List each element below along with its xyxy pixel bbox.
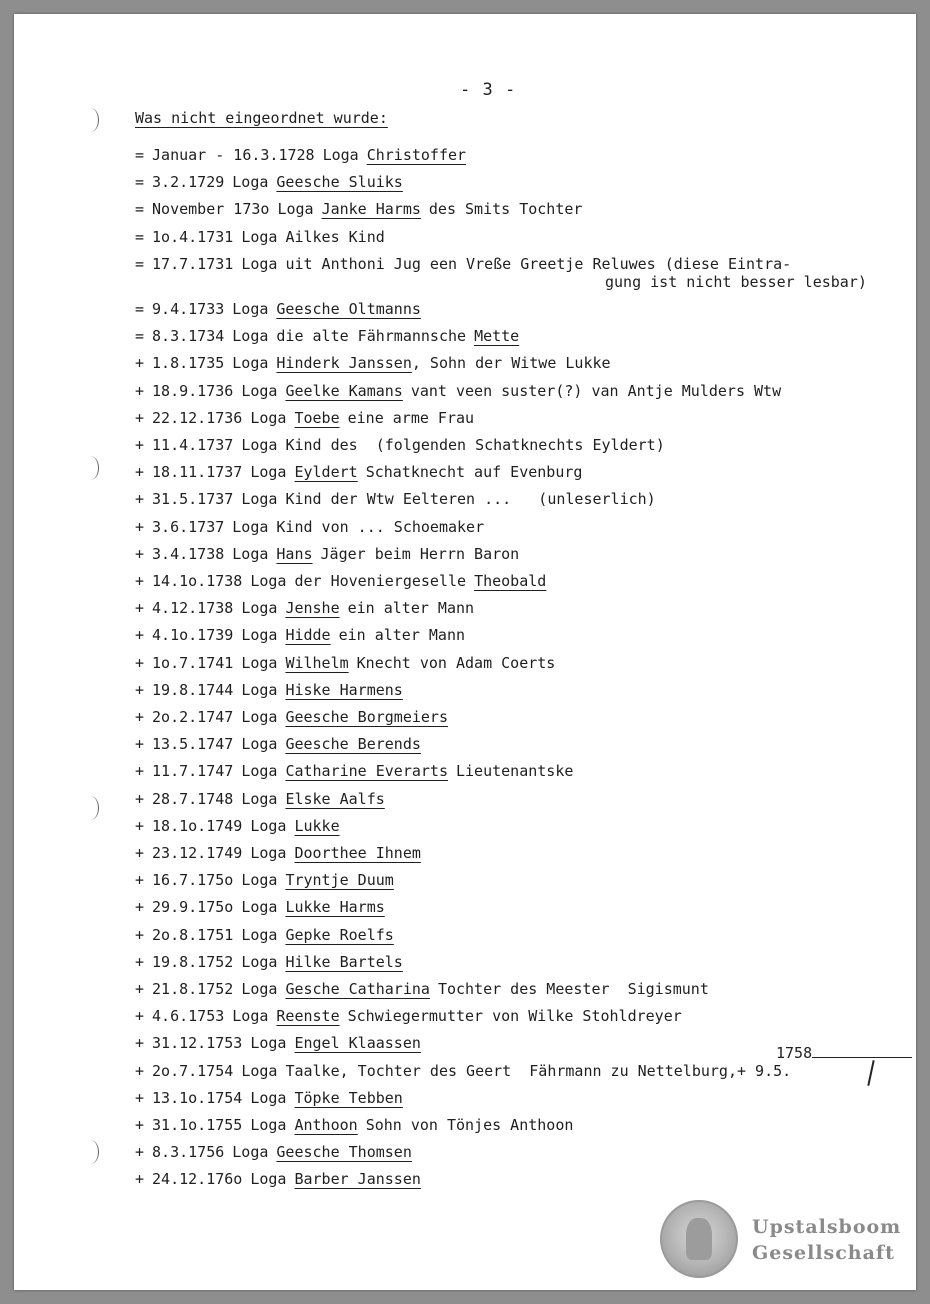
- entry-symbol: =: [135, 227, 145, 246]
- entry-place: Loga: [241, 490, 278, 509]
- entry-symbol: +: [135, 544, 145, 563]
- section-heading: Was nicht eingeordnet wurde:: [135, 109, 388, 127]
- entry-place: Loga: [250, 844, 287, 862]
- burial-entry: [135, 1007, 682, 1025]
- entry-symbol: =: [135, 173, 145, 192]
- entry-symbol: +: [135, 980, 145, 998]
- entry-name: Hans: [276, 544, 313, 563]
- entry-place: Loga: [241, 680, 278, 699]
- entry-place: Loga: [232, 173, 269, 192]
- entry-place: Loga: [241, 762, 278, 781]
- entry-name: Catharine Everarts: [285, 762, 448, 781]
- entry-name: Reenste: [276, 1007, 340, 1026]
- entry-date: 19.8.1744: [152, 680, 234, 699]
- entry-note: Kind des (folgenden Schatknechts Eyldert): [285, 436, 665, 454]
- burial-entry: [135, 300, 421, 318]
- entry-date: 3.4.1738: [152, 544, 225, 563]
- entry-name: Janke Harms: [321, 200, 421, 219]
- organization-name-line2: Gesellschaft: [752, 1242, 895, 1264]
- entry-name: Engel Klaassen: [294, 1034, 421, 1053]
- punch-hole-mark: [82, 456, 99, 480]
- entry-note: eine arme Frau: [347, 408, 475, 427]
- entry-place: Loga: [241, 626, 278, 645]
- burial-entry: [135, 463, 582, 481]
- entry-place: Loga: [250, 463, 287, 482]
- entry-name: Anthoon: [294, 1116, 358, 1134]
- burial-entry: [135, 409, 474, 427]
- burial-entry: [135, 382, 781, 400]
- entry-symbol: =: [135, 200, 145, 219]
- entry-symbol: +: [135, 572, 145, 590]
- burial-entry: [135, 817, 340, 835]
- entry-symbol: +: [135, 599, 145, 618]
- burial-entry: [135, 844, 421, 862]
- entry-name: Lukke: [294, 816, 340, 835]
- entry-note: Kind der Wtw Eelteren ... (unleserlich): [285, 490, 656, 509]
- entry-note: der Hoveniergeselle: [294, 572, 467, 590]
- entry-note: Schwiegermutter von Wilke Stohldreyer: [347, 1007, 682, 1026]
- entry-symbol: +: [135, 436, 145, 454]
- entry-name: Tryntje Duum: [285, 871, 394, 890]
- burial-entry: [135, 327, 519, 345]
- entry-date: Januar - 16.3.1728: [152, 146, 315, 164]
- entry-name: Eyldert: [294, 463, 358, 482]
- entry-place: Loga: [241, 925, 278, 944]
- entry-place: Loga: [241, 227, 278, 246]
- entry-symbol: +: [135, 463, 145, 482]
- entry-name: Geesche Sluiks: [276, 173, 403, 192]
- entry-symbol: +: [135, 1034, 145, 1053]
- burial-entry: [135, 599, 474, 617]
- entry-name: Gepke Roelfs: [285, 925, 394, 944]
- entry-date: 24.12.176o: [152, 1170, 243, 1189]
- entry-name: Toebe: [294, 408, 340, 427]
- entry-name: Hiske Harmens: [285, 680, 403, 699]
- burial-entry: [135, 1034, 421, 1052]
- burial-entry: [135, 626, 465, 644]
- entry-symbol: +: [135, 898, 145, 917]
- burial-entry: [135, 898, 385, 916]
- punch-hole-mark: [82, 108, 99, 132]
- entry-symbol: +: [135, 354, 145, 373]
- entry-note: Sohn von Tönjes Anthoon: [365, 1116, 574, 1134]
- burial-entry: [135, 146, 466, 164]
- entry-place: Loga: [241, 898, 278, 917]
- entry-place: Loga: [241, 381, 278, 400]
- burial-entry: [135, 490, 656, 508]
- entry-date: 16.7.175o: [152, 871, 234, 890]
- entry-note: ein alter Mann: [338, 626, 466, 645]
- entry-note: Kind von ... Schoemaker: [276, 517, 485, 536]
- entry-date: 28.7.1748: [152, 789, 234, 808]
- entry-date: 4.12.1738: [152, 599, 234, 618]
- entry-place: Loga: [250, 572, 287, 590]
- entry-date: 17.7.1731: [152, 254, 234, 273]
- entry-name: Hilke Bartels: [285, 952, 403, 971]
- entry-date: November 173o: [152, 200, 270, 219]
- entry-note: Schatknecht auf Evenburg: [365, 463, 583, 482]
- entry-symbol: +: [135, 816, 145, 835]
- burial-entry: [135, 790, 385, 808]
- burial-entry: [135, 681, 403, 699]
- burial-entry: [135, 1170, 421, 1188]
- burial-entry: [135, 953, 403, 971]
- entry-symbol: +: [135, 844, 145, 862]
- entry-symbol: +: [135, 381, 145, 400]
- entry-note: die alte Fährmannsche: [276, 327, 467, 346]
- entry-place: Loga: [241, 871, 278, 890]
- entry-place: Loga: [232, 1143, 269, 1162]
- entry-place: Loga: [232, 354, 269, 373]
- burial-entry: [135, 173, 403, 191]
- entry-note: Ailkes Kind: [285, 227, 385, 246]
- entry-symbol: +: [135, 653, 145, 672]
- entry-name: Wilhelm: [285, 653, 349, 672]
- entry-date: 18.11.1737: [152, 463, 243, 482]
- entry-date: 2o.8.1751: [152, 925, 234, 944]
- entry-name: Töpke Tebben: [294, 1088, 403, 1107]
- entry-place: Loga: [250, 1116, 287, 1134]
- burial-entry: [135, 255, 867, 291]
- entry-symbol: =: [135, 327, 145, 346]
- entry-symbol: +: [135, 708, 145, 726]
- burial-entry: [135, 980, 709, 998]
- burial-entry: [135, 1143, 412, 1161]
- entry-note: des Smits Tochter: [428, 200, 583, 219]
- entry-place: Loga: [232, 517, 269, 536]
- entry-note: Knecht von Adam Coerts: [356, 653, 556, 672]
- entry-name: Geesche Thomsen: [276, 1143, 412, 1162]
- entry-note: vant veen suster(?) van Antje Mulders Wtw: [410, 381, 782, 400]
- punch-hole-mark: [82, 1140, 99, 1164]
- entry-date: 22.12.1736: [152, 408, 243, 427]
- entry-symbol: +: [135, 1061, 145, 1080]
- entry-date: 21.8.1752: [152, 980, 234, 998]
- entry-place: Loga: [241, 653, 278, 672]
- entry-date: 1o.4.1731: [152, 227, 234, 246]
- entry-name: Doorthee Ihnem: [294, 844, 421, 862]
- entry-date: 9.4.1733: [152, 300, 225, 318]
- entry-place: Loga: [250, 1088, 287, 1107]
- entry-name: Jenshe: [285, 599, 340, 618]
- entry-name: Lukke Harms: [285, 898, 385, 917]
- entry-name: Elske Aalfs: [285, 789, 385, 808]
- entry-place: Loga: [241, 254, 278, 273]
- burial-entry: [135, 708, 448, 726]
- entry-note: , Sohn der Witwe Lukke: [411, 354, 611, 373]
- entry-date: 1.8.1735: [152, 354, 225, 373]
- burial-entry: [135, 871, 394, 889]
- entry-date: 3.2.1729: [152, 173, 225, 192]
- entry-place: Loga: [250, 408, 287, 427]
- entry-place: Loga: [232, 300, 269, 318]
- entry-symbol: +: [135, 680, 145, 699]
- entry-symbol: =: [135, 146, 145, 164]
- entry-place: Loga: [241, 436, 278, 454]
- entry-name: Hinderk Janssen: [276, 354, 412, 373]
- entry-date: 18.1o.1749: [152, 816, 243, 835]
- entry-symbol: +: [135, 925, 145, 944]
- entry-place: Loga: [241, 708, 278, 726]
- entry-symbol: +: [135, 1143, 145, 1162]
- entry-date: 8.3.1734: [152, 327, 225, 346]
- entry-place: Loga: [241, 980, 278, 998]
- margin-note: [776, 1044, 912, 1062]
- burial-entry: [135, 518, 484, 536]
- entry-symbol: +: [135, 952, 145, 971]
- entry-name: Hidde: [285, 626, 331, 645]
- entry-note: ein alter Mann: [347, 599, 475, 618]
- entry-note: Taalke, Tochter des Geert Fährmann zu Nettelburg,+ 9.5.: [285, 1061, 792, 1080]
- entry-date: 2o.2.1747: [152, 708, 234, 726]
- entry-date: 4.1o.1739: [152, 626, 234, 645]
- entry-name: Mette: [474, 327, 520, 346]
- entry-date: 18.9.1736: [152, 381, 234, 400]
- burial-entry: [135, 436, 665, 454]
- burial-entry: [135, 1062, 791, 1080]
- burial-entry: [135, 354, 611, 372]
- entry-note: Lieutenantske: [456, 762, 574, 781]
- entry-date: 13.1o.1754: [152, 1088, 243, 1107]
- organization-name-line1: Upstalsboom: [752, 1216, 902, 1238]
- entry-date: 11.7.1747: [152, 762, 234, 781]
- entry-name: Barber Janssen: [294, 1170, 421, 1189]
- entry-place: Loga: [232, 1007, 269, 1026]
- entry-place: Loga: [241, 789, 278, 808]
- entry-symbol: +: [135, 626, 145, 645]
- entry-name: Gesche Catharina: [285, 980, 430, 998]
- burial-entry: [135, 1116, 573, 1134]
- entry-note: Tochter des Meester Sigismunt: [437, 980, 709, 998]
- entry-place: Loga: [322, 146, 359, 164]
- entry-date: 3.6.1737: [152, 517, 225, 536]
- entry-note: Jäger beim Herrn Baron: [320, 544, 520, 563]
- page-number: - 3 -: [460, 80, 517, 100]
- entry-place: Loga: [277, 200, 314, 219]
- entry-name: Theobald: [474, 572, 547, 590]
- entry-symbol: +: [135, 408, 145, 427]
- entry-symbol: +: [135, 789, 145, 808]
- entry-date: 13.5.1747: [152, 735, 234, 754]
- seal-figure-icon: [686, 1218, 712, 1260]
- entry-place: Loga: [241, 599, 278, 618]
- entry-symbol: +: [135, 735, 145, 754]
- entry-symbol: +: [135, 871, 145, 890]
- entry-date: 29.9.175o: [152, 898, 234, 917]
- burial-entry: [135, 762, 573, 780]
- entry-name: Christoffer: [366, 146, 467, 164]
- entry-date: 31.1o.1755: [152, 1116, 243, 1134]
- burial-entry: [135, 572, 546, 590]
- entry-place: Loga: [250, 1034, 287, 1053]
- entry-name: Geesche Oltmanns: [276, 300, 421, 318]
- entry-date: 23.12.1749: [152, 844, 243, 862]
- entry-date: 11.4.1737: [152, 436, 234, 454]
- entry-name: Geesche Berends: [285, 735, 421, 754]
- entry-note: uit Anthoni Jug een Vreße Greetje Reluwes (diese Eintra-: [285, 254, 792, 273]
- entry-name: Geelke Kamans: [285, 381, 403, 400]
- burial-entry: [135, 228, 385, 246]
- burial-entry: [135, 1089, 403, 1107]
- entry-date: 19.8.1752: [152, 952, 234, 971]
- entry-symbol: +: [135, 490, 145, 509]
- entry-place: Loga: [250, 816, 287, 835]
- entry-symbol: =: [135, 254, 145, 273]
- entry-place: Loga: [232, 327, 269, 346]
- entry-symbol: +: [135, 1007, 145, 1026]
- organization-name: [752, 1214, 901, 1266]
- entry-symbol: +: [135, 517, 145, 536]
- entry-date: 2o.7.1754: [152, 1061, 234, 1080]
- entry-place: Loga: [241, 735, 278, 754]
- burial-entry: [135, 654, 555, 672]
- entry-place: Loga: [250, 1170, 287, 1189]
- margin-note-text: 1758: [776, 1044, 813, 1062]
- burial-entry: [135, 735, 421, 753]
- entry-place: Loga: [241, 1061, 278, 1080]
- punch-hole-mark: [82, 796, 99, 820]
- entry-symbol: +: [135, 762, 145, 781]
- entry-symbol: +: [135, 1088, 145, 1107]
- burial-entry: [135, 926, 394, 944]
- entry-symbol: =: [135, 300, 145, 318]
- entry-note-continuation: gung ist nicht besser lesbar): [605, 272, 867, 291]
- society-seal: [660, 1200, 738, 1278]
- entry-place: Loga: [241, 952, 278, 971]
- entry-date: 31.5.1737: [152, 490, 234, 509]
- burial-entry: [135, 545, 519, 563]
- entry-symbol: +: [135, 1116, 145, 1134]
- entry-place: Loga: [232, 544, 269, 563]
- entry-date: 14.1o.1738: [152, 572, 243, 590]
- entry-name: Geesche Borgmeiers: [285, 708, 448, 726]
- entry-symbol: +: [135, 1170, 145, 1189]
- entry-date: 4.6.1753: [152, 1007, 225, 1026]
- entry-date: 8.3.1756: [152, 1143, 225, 1162]
- burial-entry: [135, 200, 582, 218]
- entry-date: 31.12.1753: [152, 1034, 243, 1053]
- entry-date: 1o.7.1741: [152, 653, 234, 672]
